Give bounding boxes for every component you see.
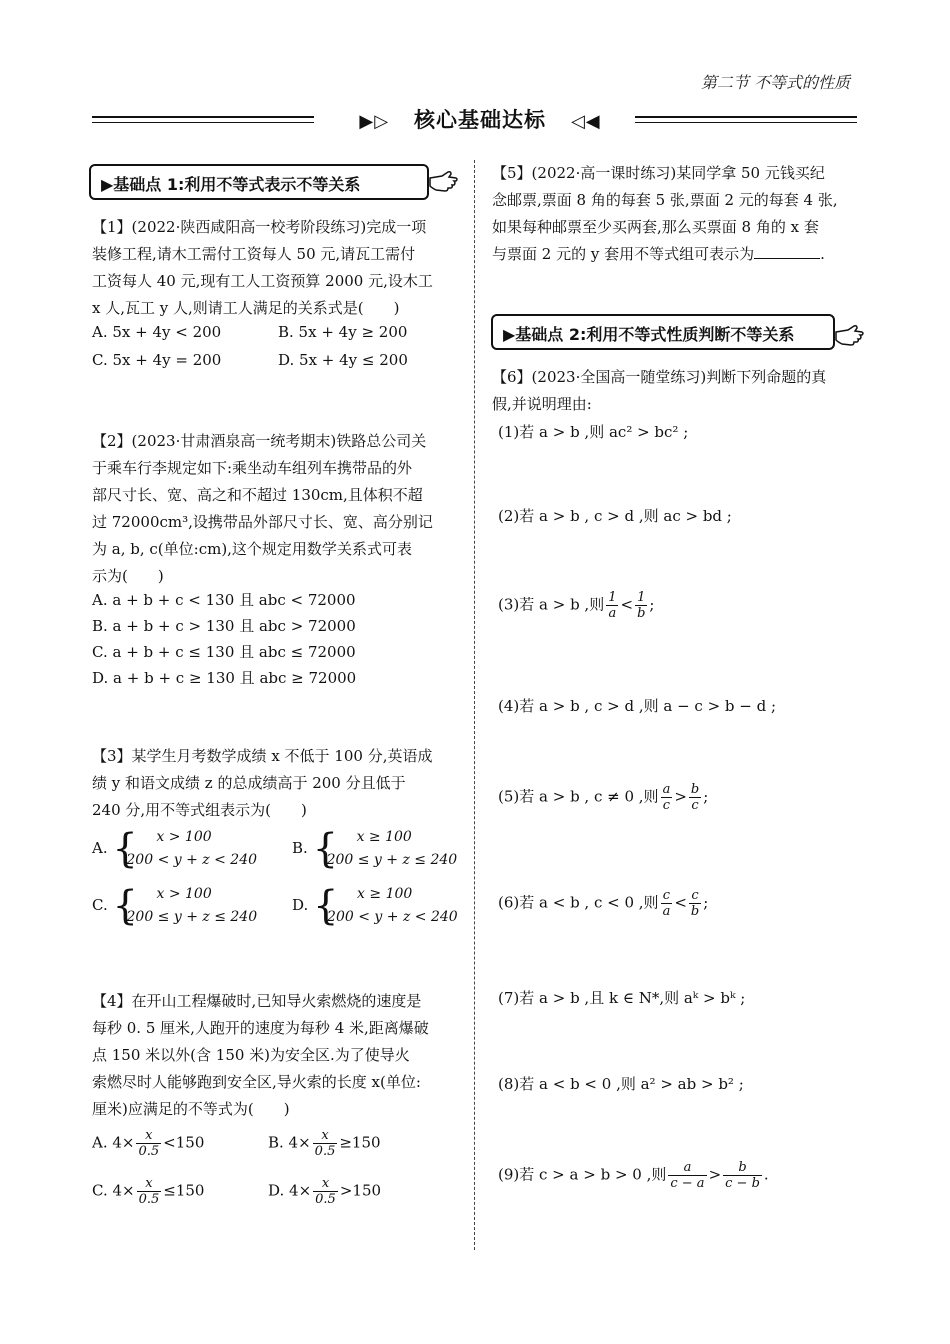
q3-option-c-line-1: x > 100	[156, 886, 212, 902]
question-2-line-6: 示为( )	[92, 567, 164, 585]
q4-option-c-rest: ≤150	[163, 1181, 205, 1200]
q2-option-c: C. a + b + c ≤ 130 且 abc ≤ 72000	[92, 643, 356, 661]
fraction-denominator: c − a	[670, 1176, 705, 1191]
q3-option-d-line-1: x ≥ 100	[357, 886, 413, 902]
q1-option-c: C. 5x + 4y = 200	[92, 351, 222, 369]
q3-option-c-system	[113, 883, 258, 929]
q3-option-a-line-2: 200 < y + z < 240	[126, 852, 258, 868]
banner-left-arrows: ▶▷	[359, 111, 390, 132]
fraction-numerator: c	[661, 888, 673, 904]
q4-option-a	[92, 1128, 204, 1159]
question-4-line-2: 每秒 0. 5 厘米,人跑开的速度为每秒 4 米,距离爆破	[92, 1019, 429, 1037]
q2-option-a: A. a + b + c < 130 且 abc < 72000	[92, 591, 356, 609]
question-3-line-1: 【3】某学生月考数学成绩 x 不低于 100 分,英语成	[92, 747, 433, 765]
brace-icon: {	[112, 826, 138, 872]
pointing-hand-icon	[428, 166, 460, 196]
q6-item-5-pre: (5)若 a > b , c ≠ 0 ,则	[498, 787, 659, 806]
question-4-line-1: 【4】在开山工程爆破时,已知导火索燃烧的速度是	[92, 992, 422, 1010]
q6-item-7: (7)若 a > b ,且 k ∈ N*,则 aᵏ > bᵏ ;	[498, 989, 746, 1007]
q4-option-c	[92, 1176, 204, 1207]
q6-item-9-fraction-right	[723, 1160, 762, 1191]
q6-item-8: (8)若 a < b < 0 ,则 a² > ab > b² ;	[498, 1075, 744, 1093]
q6-item-9	[498, 1160, 769, 1191]
q6-item-6-fraction-right	[689, 888, 701, 919]
brace-icon: {	[313, 883, 339, 929]
fraction-denominator: c	[662, 798, 671, 813]
question-2	[92, 428, 464, 590]
question-2-line-4: 过 72000cm³,设携带品外部尺寸长、宽、高分别记	[92, 513, 433, 531]
q3-option-d	[292, 883, 458, 929]
q3-option-a	[92, 826, 257, 872]
question-1-line-1: 【1】(2022·陕西咸阳高一校考阶段练习)完成一项	[92, 218, 427, 236]
banner-rule-left-top	[92, 116, 314, 118]
question-5-line-4-text: 与票面 2 元的 y 套用不等式组可表示为	[492, 245, 755, 263]
question-6-line-1: 【6】(2023·全国高一随堂练习)判断下列命题的真	[492, 368, 827, 386]
fraction-denominator: c − b	[725, 1176, 760, 1191]
q3-option-b-line-1: x ≥ 100	[356, 829, 412, 845]
question-4-line-3: 点 150 米以外(含 150 米)为安全区.为了使导火	[92, 1046, 410, 1064]
fraction-numerator: x	[137, 1176, 162, 1192]
q6-item-5-fraction-right	[689, 782, 701, 813]
fraction-numerator: x	[136, 1128, 161, 1144]
banner-label: 核心基础达标	[414, 108, 546, 132]
question-5-end: .	[820, 245, 825, 263]
q6-item-6-fraction-left	[661, 888, 673, 919]
q4-option-d-fraction	[313, 1176, 338, 1207]
brace-icon: {	[312, 826, 339, 872]
banner-rule-right-bottom	[635, 122, 857, 123]
fraction-numerator: 1	[635, 590, 647, 606]
q1-option-a: A. 5x + 4y < 200	[92, 323, 222, 341]
question-1	[92, 214, 464, 322]
section-box-2	[491, 314, 835, 350]
q6-item-5-post: ;	[703, 787, 709, 806]
q6-item-6-post: ;	[703, 893, 709, 912]
q6-item-3-fraction-right	[635, 590, 647, 621]
q4-option-a-label: A. 4×	[92, 1133, 135, 1152]
fraction-denominator: 0.5	[138, 1192, 160, 1207]
fraction-numerator: a	[668, 1160, 706, 1176]
q3-option-d-system	[313, 883, 458, 929]
q4-option-d-label: D. 4×	[268, 1181, 312, 1200]
q4-option-b-rest: ≥150	[339, 1133, 381, 1152]
q4-option-c-fraction	[137, 1176, 162, 1207]
question-3	[92, 743, 464, 824]
question-3-line-2: 绩 y 和语文成绩 z 的总成绩高于 200 分且低于	[92, 774, 406, 792]
question-4	[92, 988, 467, 1123]
q6-item-5	[498, 782, 708, 813]
q3-option-a-system	[112, 826, 257, 872]
q4-option-c-label: C. 4×	[92, 1181, 135, 1200]
section-box-1	[89, 164, 429, 200]
q4-option-d	[268, 1176, 381, 1207]
q4-option-a-fraction	[136, 1128, 161, 1159]
question-4-line-5: 厘米)应满足的不等式为( )	[92, 1100, 290, 1118]
q6-item-9-pre: (9)若 c > a > b > 0 ,则	[498, 1165, 667, 1184]
q3-option-b-label: B.	[292, 839, 308, 857]
q6-item-3-relation: <	[620, 595, 634, 614]
fraction-numerator: x	[313, 1128, 338, 1144]
q6-item-6	[498, 888, 708, 919]
question-6	[492, 364, 862, 418]
question-5-line-4	[492, 241, 862, 268]
q3-option-d-label: D.	[292, 896, 309, 914]
fraction-numerator: c	[689, 888, 701, 904]
fraction-numerator: b	[723, 1160, 762, 1176]
q6-item-3-post: ;	[649, 595, 655, 614]
q4-option-d-rest: >150	[339, 1181, 382, 1200]
question-5-line-1: 【5】(2022·高一课时练习)某同学拿 50 元钱买纪	[492, 164, 825, 182]
question-2-line-5: 为 a, b, c(单位:cm),这个规定用数学关系式可表	[92, 540, 412, 558]
q4-option-b	[268, 1128, 381, 1159]
fraction-denominator: a	[662, 904, 671, 919]
q3-option-b-line-2: 200 ≤ y + z ≤ 240	[326, 852, 458, 868]
section-2-title: ▶基础点 2:利用不等式性质判断不等关系	[503, 325, 795, 344]
fraction-denominator: b	[690, 904, 700, 919]
question-1-line-2: 装修工程,请木工需付工资每人 50 元,请瓦工需付	[92, 245, 416, 263]
fraction-denominator: 0.5	[138, 1144, 160, 1159]
fraction-denominator: 0.5	[315, 1192, 336, 1207]
q6-item-9-relation: >	[708, 1165, 722, 1184]
section-1-title: ▶基础点 1:利用不等式表示不等关系	[101, 175, 361, 194]
q6-item-6-pre: (6)若 a < b , c < 0 ,则	[498, 893, 659, 912]
q3-option-b-system	[313, 826, 458, 872]
q1-option-b: B. 5x + 4y ≥ 200	[278, 323, 408, 341]
q6-item-9-fraction-left	[668, 1160, 706, 1191]
question-1-line-4: x 人,瓦工 y 人,则请工人满足的关系式是( )	[92, 299, 400, 317]
q1-option-d: D. 5x + 4y ≤ 200	[278, 351, 408, 369]
q6-item-1: (1)若 a > b ,则 ac² > bc² ;	[498, 423, 689, 441]
fraction-numerator: x	[313, 1176, 338, 1192]
q6-item-5-fraction-left	[661, 782, 673, 813]
fraction-numerator: a	[662, 782, 671, 797]
q3-option-d-line-2: 200 < y + z < 240	[327, 909, 458, 925]
fraction-numerator: b	[690, 782, 700, 797]
q6-item-3-fraction-left	[606, 590, 618, 621]
question-2-line-3: 部尺寸长、宽、高之和不超过 130cm,且体积不超	[92, 486, 423, 504]
q4-option-b-label: B. 4×	[268, 1133, 311, 1152]
pointing-hand-icon	[834, 320, 866, 350]
brace-icon: {	[112, 883, 138, 929]
fraction-denominator: c	[691, 798, 699, 813]
q6-item-9-post: .	[763, 1165, 769, 1184]
chapter-section-title: 第二节 不等式的性质	[700, 73, 850, 92]
q4-option-b-fraction	[313, 1128, 338, 1159]
fraction-denominator: a	[608, 606, 617, 621]
banner-rule-right-top	[635, 116, 857, 118]
q3-option-c-label: C.	[92, 896, 108, 914]
q2-option-d: D. a + b + c ≥ 130 且 abc ≥ 72000	[92, 669, 357, 687]
banner-rule-left-bottom	[92, 122, 314, 123]
q3-option-b	[292, 826, 457, 872]
question-4-line-4: 索燃尽时人能够跑到安全区,导火索的长度 x(单位:	[92, 1073, 421, 1091]
answer-blank[interactable]	[754, 244, 820, 259]
q2-option-b: B. a + b + c > 130 且 abc > 72000	[92, 617, 356, 635]
q4-option-a-rest: <150	[163, 1133, 205, 1152]
q6-item-2: (2)若 a > b , c > d ,则 ac > bd ;	[498, 507, 732, 525]
q3-option-c-line-2: 200 ≤ y + z ≤ 240	[126, 909, 258, 925]
q6-item-3	[498, 590, 654, 621]
q3-option-c	[92, 883, 257, 929]
question-2-line-2: 于乘车行李规定如下:乘坐动车组列车携带品的外	[92, 459, 413, 477]
q6-item-4: (4)若 a > b , c > d ,则 a − c > b − d ;	[498, 697, 777, 715]
question-6-line-2: 假,并说明理由:	[492, 395, 592, 413]
column-divider	[474, 160, 475, 1250]
q3-option-a-label: A.	[92, 839, 108, 857]
question-2-line-1: 【2】(2023·甘肃酒泉高一统考期末)铁路总公司关	[92, 432, 427, 450]
fraction-denominator: b	[637, 606, 646, 621]
question-5-line-2: 念邮票,票面 8 角的每套 5 张,票面 2 元的每套 4 张,	[492, 191, 838, 209]
question-5	[492, 160, 862, 268]
q6-item-6-relation: <	[674, 893, 687, 912]
banner-heading	[345, 104, 615, 134]
question-5-line-3: 如果每种邮票至少买两套,那么买票面 8 角的 x 套	[492, 218, 819, 236]
banner-right-arrows: ◁◀	[570, 111, 601, 132]
q6-item-5-relation: >	[674, 787, 687, 806]
q3-option-a-line-1: x > 100	[156, 829, 212, 845]
fraction-numerator: 1	[608, 590, 617, 605]
q6-item-3-pre: (3)若 a > b ,则	[498, 595, 605, 614]
fraction-denominator: 0.5	[314, 1144, 336, 1159]
question-3-line-3: 240 分,用不等式组表示为( )	[92, 801, 307, 819]
question-1-line-3: 工资每人 40 元,现有工人工资预算 2000 元,设木工	[92, 272, 433, 290]
